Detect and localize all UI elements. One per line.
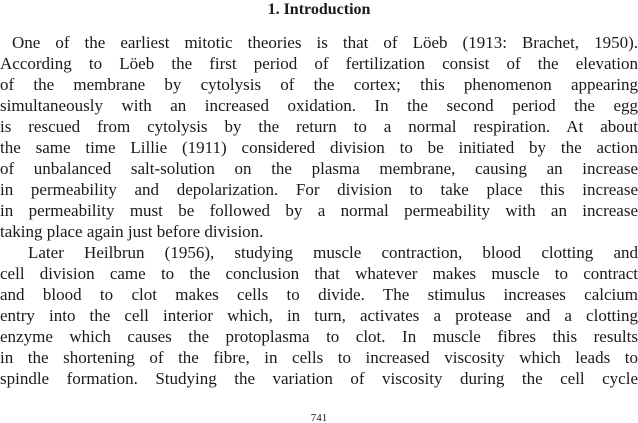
text-line: According to Löeb the first period of fertilization consist of the elevation (0, 54, 638, 73)
text-line: of the membrane by cytolysis of the cortex; this phenomenon appearing (0, 75, 638, 94)
text-line: taking place again just before division. (0, 222, 264, 241)
text-line: in permeability must be followed by a normal permeability with an increase (0, 201, 638, 220)
text-line: spindle formation. Studying the variation of viscosity during the cell cycle (0, 369, 638, 388)
text-line: simultaneously with an increased oxidation. In the second period the egg (0, 96, 638, 115)
page-number: 741 (310, 413, 328, 423)
text-line: in the shortening of the fibre, in cells to increased viscosity which leads to (0, 348, 638, 367)
text-line: enzyme which causes the protoplasma to clot. In muscle fibres this results (0, 327, 638, 346)
text-line: of unbalanced salt-solution on the plasma membrane, causing an increase (0, 159, 638, 178)
section-heading: 1. Introduction (267, 1, 371, 18)
text-line: and blood to clot makes cells to divide. The stimulus increases calcium (0, 285, 638, 304)
text-line: One of the earliest mitotic theories is that of Löeb (1913: Brachet, 1950). (12, 33, 638, 52)
text-line: is rescued from cytolysis by the return to a normal respiration. At about (0, 117, 638, 136)
text-line: in permeability and depolarization. For division to take place this increase (0, 180, 638, 199)
text-line: Later Heilbrun (1956), studying muscle contraction, blood clotting and (28, 243, 638, 262)
text-line: the same time Lillie (1911) considered division to be initiated by the action (0, 138, 638, 157)
text-line: cell division came to the conclusion that whatever makes muscle to contract (0, 264, 638, 283)
text-line: entry into the cell interior which, in turn, activates a protease and a clotting (0, 306, 638, 325)
